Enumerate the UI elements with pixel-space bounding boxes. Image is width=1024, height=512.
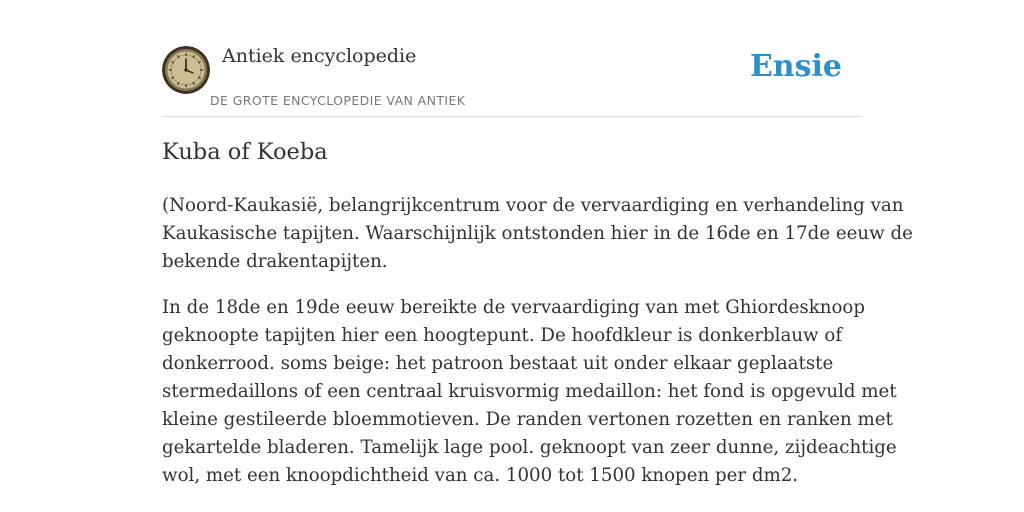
site-header	[162, 40, 862, 117]
article-title: Kuba of Koeba	[162, 139, 328, 165]
text-line: (Noord-Kaukasië, belangrijkcentrum voor de vervaardiging en verhandeling van	[162, 195, 904, 216]
text-line: Kaukasische tapijten. Waarschijnlijk ontstonden hier in de 16de en 17de eeuw de	[162, 223, 913, 244]
site-name[interactable]: Antiek encyclopedie	[222, 45, 417, 67]
text-line: stermedaillons of een centraal kruisvormig medaillon: het fond is opgevuld met	[162, 381, 897, 402]
text-line: donkerrood. soms beige: het patroon bestaat uit onder elkaar geplaatste	[162, 353, 834, 374]
text-line: geknoopte tapijten hier een hoogtepunt. De hoofdkleur is donkerblauw of	[162, 325, 843, 346]
site-tagline: DE GROTE ENCYCLOPEDIE VAN ANTIEK	[210, 93, 466, 108]
article-body	[162, 192, 913, 508]
text-line: wol, met een knoopdichtheid van ca. 1000 tot 1500 knopen per dm2.	[162, 465, 799, 486]
brand-logo[interactable]: Ensie	[749, 49, 842, 84]
paragraph	[162, 294, 897, 490]
text-line: bekende drakentapijten.	[162, 251, 388, 272]
text-line: In de 18de en 19de eeuw bereikte de vervaardiging van met Ghiordesknoop	[162, 297, 865, 318]
text-line: gekartelde bladeren. Tamelijk lage pool. geknoopt van zeer dunne, zijdeachtige	[162, 437, 897, 458]
clock-icon[interactable]	[162, 46, 210, 94]
text-line: kleine gestileerde bloemmotieven. De randen vertonen rozetten en ranken met	[162, 409, 893, 430]
paragraph	[162, 192, 913, 276]
